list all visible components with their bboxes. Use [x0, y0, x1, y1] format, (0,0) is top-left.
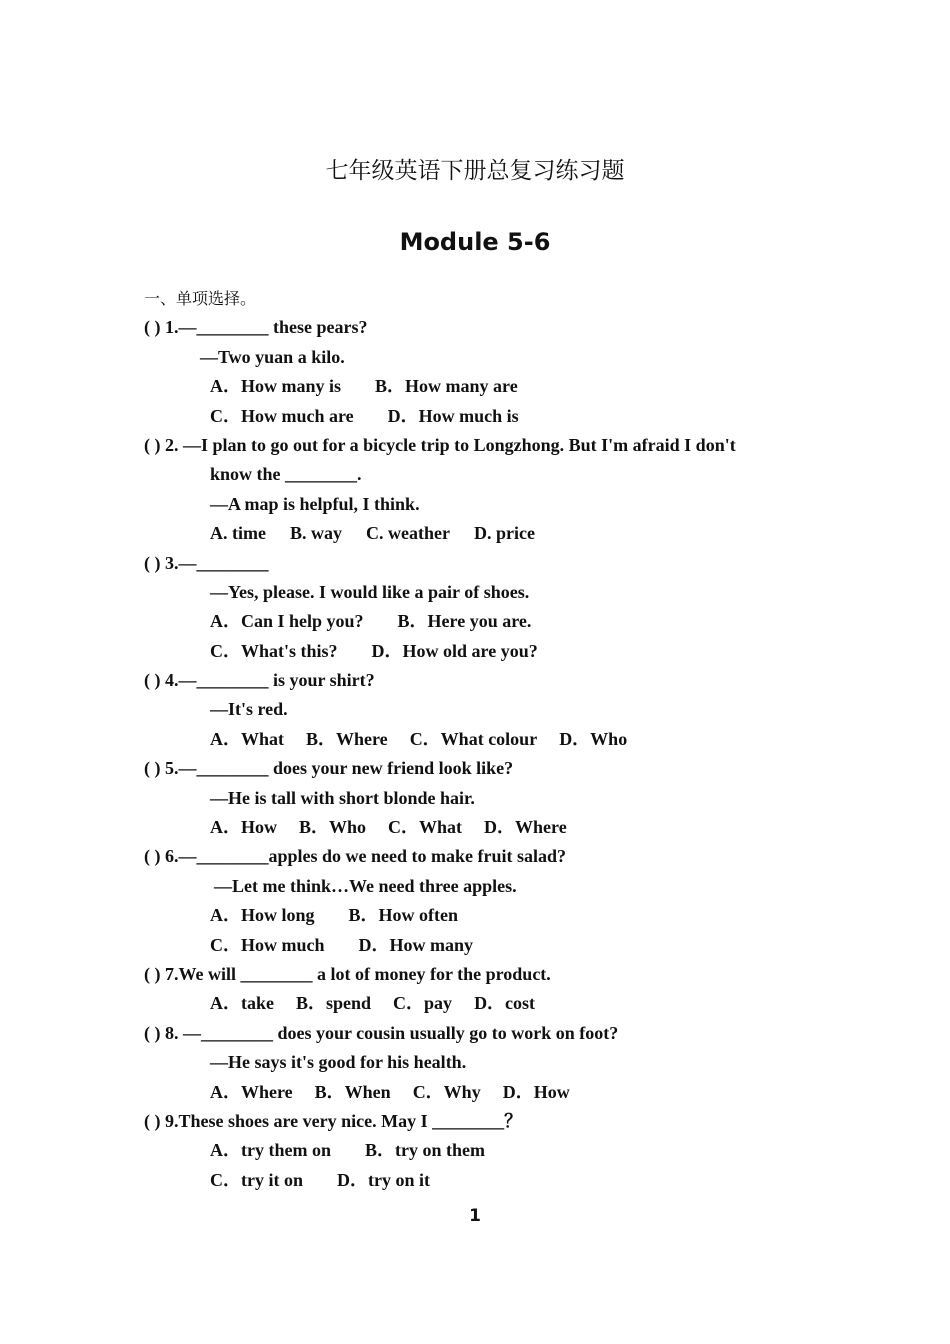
- question-2: [144, 431, 824, 549]
- options-row: [144, 989, 824, 1018]
- answer-option[interactable]: C．Why: [412, 1081, 481, 1102]
- answer-option[interactable]: A．How long: [210, 905, 315, 926]
- answer-option[interactable]: C．What: [388, 817, 463, 838]
- question-5: [144, 754, 824, 842]
- question-stem: ( ) 3.—________: [144, 552, 269, 573]
- answer-option[interactable]: C．try it on: [210, 1169, 303, 1190]
- answer-option[interactable]: A．Can I help you?: [210, 611, 364, 632]
- options-row: [144, 372, 824, 401]
- dialogue-line: —He says it's good for his health.: [210, 1052, 467, 1073]
- question-stem: ( ) 1.—________ these pears?: [144, 317, 368, 338]
- options-row: [144, 1136, 824, 1165]
- question-stem: ( ) 9.These shoes are very nice. May I ________？: [144, 1110, 523, 1131]
- options-row: [144, 607, 824, 636]
- options-row: [144, 1166, 824, 1195]
- question-stem: ( ) 8. —________ does your cousin usually go to work on foot?: [144, 1022, 619, 1043]
- dialogue-line: —It's red.: [210, 699, 288, 720]
- answer-option[interactable]: D．Who: [559, 728, 628, 749]
- answer-option[interactable]: D．How many: [358, 934, 474, 955]
- answer-option[interactable]: B．When: [314, 1081, 391, 1102]
- answer-option[interactable]: B．spend: [296, 993, 372, 1014]
- question-stem: ( ) 2. —I plan to go out for a bicycle trip to Longzhong. But I'm afraid I don't: [144, 434, 736, 455]
- answer-option[interactable]: D．try on it: [337, 1169, 430, 1190]
- options-row: [144, 813, 824, 842]
- module-heading: Module 5-6: [399, 228, 551, 256]
- answer-option[interactable]: A．try them on: [210, 1140, 331, 1161]
- section-heading: 一、单项选择。: [144, 289, 257, 308]
- answer-option[interactable]: D. price: [473, 523, 535, 544]
- dialogue-line: —Yes, please. I would like a pair of shoes.: [210, 581, 530, 602]
- page-number: 1: [469, 1206, 481, 1226]
- answer-option[interactable]: B．Here you are.: [397, 611, 532, 632]
- question-4: [144, 666, 824, 754]
- question-stem: ( ) 7.We will ________ a lot of money for the product.: [144, 963, 551, 984]
- options-row: [144, 931, 824, 960]
- options-row: [144, 637, 824, 666]
- question-1: [144, 313, 824, 431]
- answer-option[interactable]: B．try on them: [364, 1140, 485, 1161]
- answer-option[interactable]: B．How often: [348, 905, 459, 926]
- questions-container: [144, 313, 824, 1195]
- options-row: [144, 519, 824, 548]
- answer-option[interactable]: B. way: [289, 523, 342, 544]
- question-8: [144, 1019, 824, 1107]
- options-row: [144, 725, 824, 754]
- answer-option[interactable]: A．What: [210, 728, 285, 749]
- answer-option[interactable]: C．What's this?: [210, 640, 338, 661]
- question-stem: ( ) 6.—________apples do we need to make fruit salad?: [144, 846, 566, 867]
- question-6: [144, 842, 824, 960]
- dialogue-line: —A map is helpful, I think.: [210, 493, 420, 514]
- options-row: [144, 1078, 824, 1107]
- answer-option[interactable]: C．pay: [393, 993, 453, 1014]
- answer-option[interactable]: D．cost: [474, 993, 536, 1014]
- question-list: [144, 284, 824, 1195]
- question-7: [144, 960, 824, 1019]
- answer-option[interactable]: A. time: [210, 523, 266, 544]
- options-row: [144, 901, 824, 930]
- question-stem: ( ) 5.—________ does your new friend look like?: [144, 758, 514, 779]
- answer-option[interactable]: C．How much are: [210, 405, 354, 426]
- answer-option[interactable]: A．Where: [210, 1081, 293, 1102]
- answer-option[interactable]: D．Where: [484, 817, 567, 838]
- dialogue-line: —He is tall with short blonde hair.: [210, 787, 475, 808]
- answer-option[interactable]: B．Who: [299, 817, 367, 838]
- answer-option[interactable]: A．How many is: [210, 376, 342, 397]
- options-row: [144, 402, 824, 431]
- answer-option[interactable]: C．What colour: [409, 728, 538, 749]
- dialogue-line: know the ________.: [210, 464, 362, 485]
- answer-option[interactable]: A．take: [210, 993, 274, 1014]
- answer-option[interactable]: D．How much is: [387, 405, 519, 426]
- answer-option[interactable]: C. weather: [366, 523, 450, 544]
- document-title: 七年级英语下册总复习练习题: [325, 158, 625, 184]
- dialogue-line: —Let me think…We need three apples.: [214, 875, 517, 896]
- question-stem: ( ) 4.—________ is your shirt?: [144, 670, 375, 691]
- answer-option[interactable]: A．How: [210, 817, 277, 838]
- answer-option[interactable]: D．How: [502, 1081, 570, 1102]
- dialogue-line: —Two yuan a kilo.: [200, 346, 345, 367]
- answer-option[interactable]: B．Where: [306, 728, 388, 749]
- question-9: [144, 1107, 824, 1195]
- question-3: [144, 549, 824, 667]
- answer-option[interactable]: C．How much: [210, 934, 325, 955]
- answer-option[interactable]: B．How many are: [375, 376, 518, 397]
- answer-option[interactable]: D．How old are you?: [371, 640, 538, 661]
